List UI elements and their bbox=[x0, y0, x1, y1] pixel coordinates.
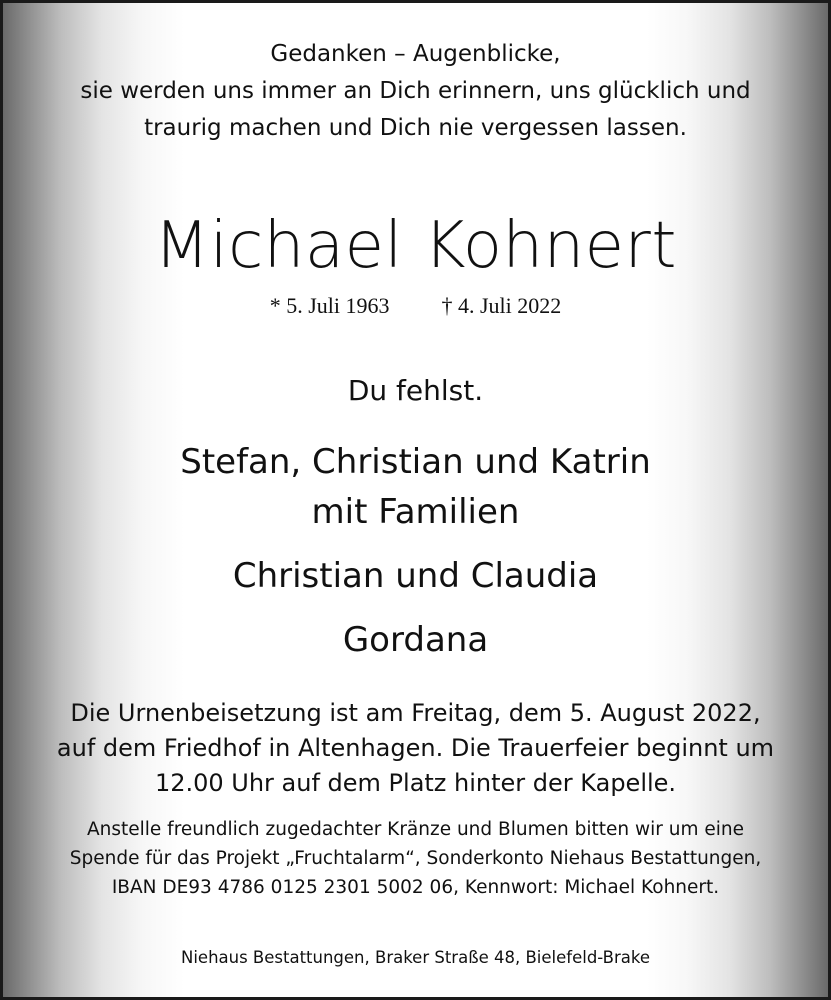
deceased-name: Michael Kohnert bbox=[154, 209, 677, 283]
poem-line: traurig machen und Dich nie vergessen lassen. bbox=[144, 115, 687, 141]
burial-line: 12.00 Uhr auf dem Platz hinter der Kapelle. bbox=[154, 769, 677, 797]
message: Du fehlst. bbox=[347, 374, 484, 407]
life-dates bbox=[3, 289, 828, 323]
burial-line: auf dem Friedhof in Altenhagen. Die Trauerfeier beginnt um bbox=[56, 734, 775, 762]
donation-line: Anstelle freundlich zugedachter Kränze und Blumen bitten wir um eine bbox=[86, 819, 744, 840]
mourner-line: mit Familien bbox=[311, 492, 520, 532]
donation-info bbox=[3, 815, 828, 902]
death-date: † 4. Juli 2022 bbox=[441, 293, 562, 318]
funeral-home-footer: Niehaus Bestattungen, Braker Straße 48, Bielefeld-Brake bbox=[180, 948, 650, 967]
mourner-line: Christian und Claudia bbox=[232, 556, 599, 596]
donation-line: Spende für das Projekt „Fruchtalarm“, Sonderkonto Niehaus Bestattungen, bbox=[69, 848, 762, 869]
mourner-line: Stefan, Christian und Katrin bbox=[180, 442, 651, 482]
mourners bbox=[3, 437, 828, 665]
poem bbox=[3, 36, 828, 147]
birth-date: * 5. Juli 1963 bbox=[269, 293, 390, 318]
donation-line: IBAN DE93 4786 0125 2301 5002 06, Kennwort: Michael Kohnert. bbox=[111, 877, 720, 898]
mourner-line: Gordana bbox=[342, 620, 489, 660]
burial-info bbox=[3, 696, 828, 801]
poem-line: sie werden uns immer an Dich erinnern, uns glücklich und bbox=[80, 78, 751, 104]
burial-line: Die Urnenbeisetzung ist am Freitag, dem 5. August 2022, bbox=[70, 699, 761, 727]
poem-line: Gedanken – Augenblicke, bbox=[270, 41, 561, 67]
